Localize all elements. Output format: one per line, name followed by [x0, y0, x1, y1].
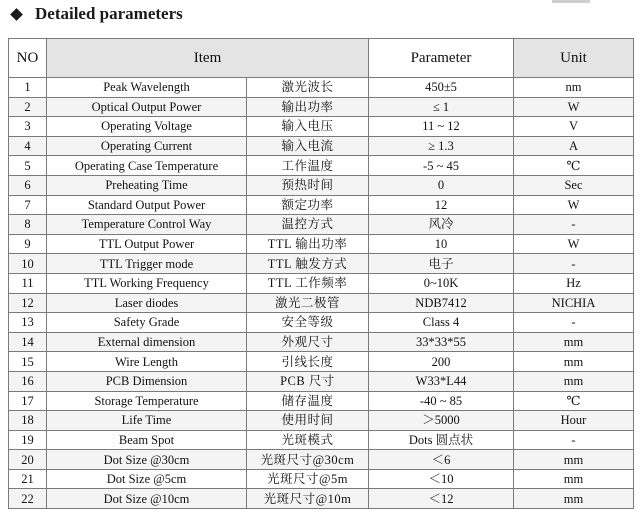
- row-no: 17: [9, 391, 47, 411]
- row-item-cn: TTL 工作频率: [247, 273, 369, 293]
- row-parameter: Class 4: [369, 313, 514, 333]
- row-no: 9: [9, 234, 47, 254]
- table-row: [9, 234, 634, 254]
- row-item-en: Life Time: [47, 411, 247, 431]
- section-heading: [10, 3, 183, 25]
- table-row: [9, 313, 634, 333]
- row-item-cn: TTL 输出功率: [247, 234, 369, 254]
- row-unit: mm: [514, 489, 634, 509]
- row-item-cn: 安全等级: [247, 313, 369, 333]
- row-no: 15: [9, 352, 47, 372]
- row-parameter: 0~10K: [369, 273, 514, 293]
- row-item-en: Laser diodes: [47, 293, 247, 313]
- row-item-cn: 引线长度: [247, 352, 369, 372]
- row-unit: -: [514, 254, 634, 274]
- row-item-en: PCB Dimension: [47, 371, 247, 391]
- table-row: [9, 371, 634, 391]
- row-parameter: ≥ 1.3: [369, 136, 514, 156]
- table-row: [9, 411, 634, 431]
- row-item-cn: TTL 触发方式: [247, 254, 369, 274]
- row-no: 1: [9, 78, 47, 98]
- section-title: Detailed parameters: [35, 4, 183, 23]
- row-item-cn: 输入电压: [247, 117, 369, 137]
- row-parameter: W33*L44: [369, 371, 514, 391]
- row-parameter: ＜6: [369, 450, 514, 470]
- row-item-en: TTL Working Frequency: [47, 273, 247, 293]
- row-parameter: 10: [369, 234, 514, 254]
- row-unit: Hz: [514, 273, 634, 293]
- row-parameter: ＜10: [369, 469, 514, 489]
- table-row: [9, 469, 634, 489]
- header-item: Item: [47, 39, 369, 78]
- row-no: 16: [9, 371, 47, 391]
- row-no: 12: [9, 293, 47, 313]
- row-unit: nm: [514, 78, 634, 98]
- row-item-cn: 光斑尺寸@30cm: [247, 450, 369, 470]
- row-unit: ℃: [514, 156, 634, 176]
- row-parameter: 风冷: [369, 215, 514, 235]
- row-item-cn: 激光波长: [247, 78, 369, 98]
- row-item-cn: 额定功率: [247, 195, 369, 215]
- row-no: 10: [9, 254, 47, 274]
- row-parameter: 电子: [369, 254, 514, 274]
- row-item-en: Optical Output Power: [47, 97, 247, 117]
- row-item-cn: 输出功率: [247, 97, 369, 117]
- row-item-cn: 光斑模式: [247, 430, 369, 450]
- row-item-en: TTL Trigger mode: [47, 254, 247, 274]
- table-row: [9, 293, 634, 313]
- row-item-en: Peak Wavelength: [47, 78, 247, 98]
- row-unit: NICHIA: [514, 293, 634, 313]
- row-parameter: 200: [369, 352, 514, 372]
- table-row: [9, 450, 634, 470]
- row-item-en: Storage Temperature: [47, 391, 247, 411]
- row-item-cn: 光斑尺寸@10m: [247, 489, 369, 509]
- row-item-cn: 输入电流: [247, 136, 369, 156]
- row-item-cn: 温控方式: [247, 215, 369, 235]
- table-header-row: [9, 39, 634, 78]
- row-no: 22: [9, 489, 47, 509]
- parameters-table: [8, 38, 634, 509]
- row-item-cn: PCB 尺寸: [247, 371, 369, 391]
- row-item-en: External dimension: [47, 332, 247, 352]
- table-row: [9, 273, 634, 293]
- row-no: 5: [9, 156, 47, 176]
- row-item-en: Standard Output Power: [47, 195, 247, 215]
- table-row: [9, 391, 634, 411]
- row-unit: mm: [514, 371, 634, 391]
- row-unit: Hour: [514, 411, 634, 431]
- row-parameter: -40 ~ 85: [369, 391, 514, 411]
- row-parameter: NDB7412: [369, 293, 514, 313]
- row-unit: mm: [514, 352, 634, 372]
- row-item-cn: 激光二极管: [247, 293, 369, 313]
- header-unit: Unit: [514, 39, 634, 78]
- table-row: [9, 175, 634, 195]
- row-item-en: TTL Output Power: [47, 234, 247, 254]
- table-row: [9, 352, 634, 372]
- row-no: 13: [9, 313, 47, 333]
- row-item-en: Beam Spot: [47, 430, 247, 450]
- table-row: [9, 254, 634, 274]
- row-item-cn: 工作温度: [247, 156, 369, 176]
- row-item-cn: 预热时间: [247, 175, 369, 195]
- row-unit: W: [514, 234, 634, 254]
- diamond-icon: [10, 8, 23, 21]
- row-unit: W: [514, 195, 634, 215]
- table-row: [9, 430, 634, 450]
- row-no: 7: [9, 195, 47, 215]
- row-item-en: Preheating Time: [47, 175, 247, 195]
- row-parameter: 33*33*55: [369, 332, 514, 352]
- row-unit: Sec: [514, 175, 634, 195]
- row-item-cn: 使用时间: [247, 411, 369, 431]
- row-unit: W: [514, 97, 634, 117]
- row-no: 4: [9, 136, 47, 156]
- table-row: [9, 97, 634, 117]
- row-no: 3: [9, 117, 47, 137]
- row-item-en: Dot Size @30cm: [47, 450, 247, 470]
- row-unit: mm: [514, 469, 634, 489]
- row-item-en: Temperature Control Way: [47, 215, 247, 235]
- row-no: 6: [9, 175, 47, 195]
- row-parameter: 0: [369, 175, 514, 195]
- table-row: [9, 156, 634, 176]
- table-row: [9, 117, 634, 137]
- row-unit: -: [514, 215, 634, 235]
- row-no: 20: [9, 450, 47, 470]
- row-item-en: Safety Grade: [47, 313, 247, 333]
- row-item-en: Dot Size @5cm: [47, 469, 247, 489]
- table-row: [9, 136, 634, 156]
- row-unit: V: [514, 117, 634, 137]
- row-unit: mm: [514, 332, 634, 352]
- row-parameter: 11 ~ 12: [369, 117, 514, 137]
- row-item-en: Wire Length: [47, 352, 247, 372]
- row-no: 14: [9, 332, 47, 352]
- table-row: [9, 489, 634, 509]
- row-no: 11: [9, 273, 47, 293]
- corner-mark: [552, 0, 590, 3]
- row-parameter: 12: [369, 195, 514, 215]
- row-item-cn: 外观尺寸: [247, 332, 369, 352]
- row-parameter: 450±5: [369, 78, 514, 98]
- row-item-cn: 储存温度: [247, 391, 369, 411]
- row-item-en: Operating Current: [47, 136, 247, 156]
- row-parameter: ＞5000: [369, 411, 514, 431]
- row-no: 19: [9, 430, 47, 450]
- row-unit: -: [514, 313, 634, 333]
- row-item-en: Operating Case Temperature: [47, 156, 247, 176]
- row-no: 2: [9, 97, 47, 117]
- row-no: 8: [9, 215, 47, 235]
- table-row: [9, 195, 634, 215]
- table-row: [9, 215, 634, 235]
- header-no: NO: [9, 39, 47, 78]
- row-unit: A: [514, 136, 634, 156]
- row-parameter: ≤ 1: [369, 97, 514, 117]
- row-no: 21: [9, 469, 47, 489]
- row-unit: ℃: [514, 391, 634, 411]
- row-no: 18: [9, 411, 47, 431]
- row-unit: mm: [514, 450, 634, 470]
- row-parameter: ＜12: [369, 489, 514, 509]
- table-row: [9, 332, 634, 352]
- row-item-en: Operating Voltage: [47, 117, 247, 137]
- table-row: [9, 78, 634, 98]
- row-item-en: Dot Size @10cm: [47, 489, 247, 509]
- row-item-cn: 光斑尺寸@5m: [247, 469, 369, 489]
- row-parameter: -5 ~ 45: [369, 156, 514, 176]
- row-unit: -: [514, 430, 634, 450]
- row-parameter: Dots 圆点状: [369, 430, 514, 450]
- header-parameter: Parameter: [369, 39, 514, 78]
